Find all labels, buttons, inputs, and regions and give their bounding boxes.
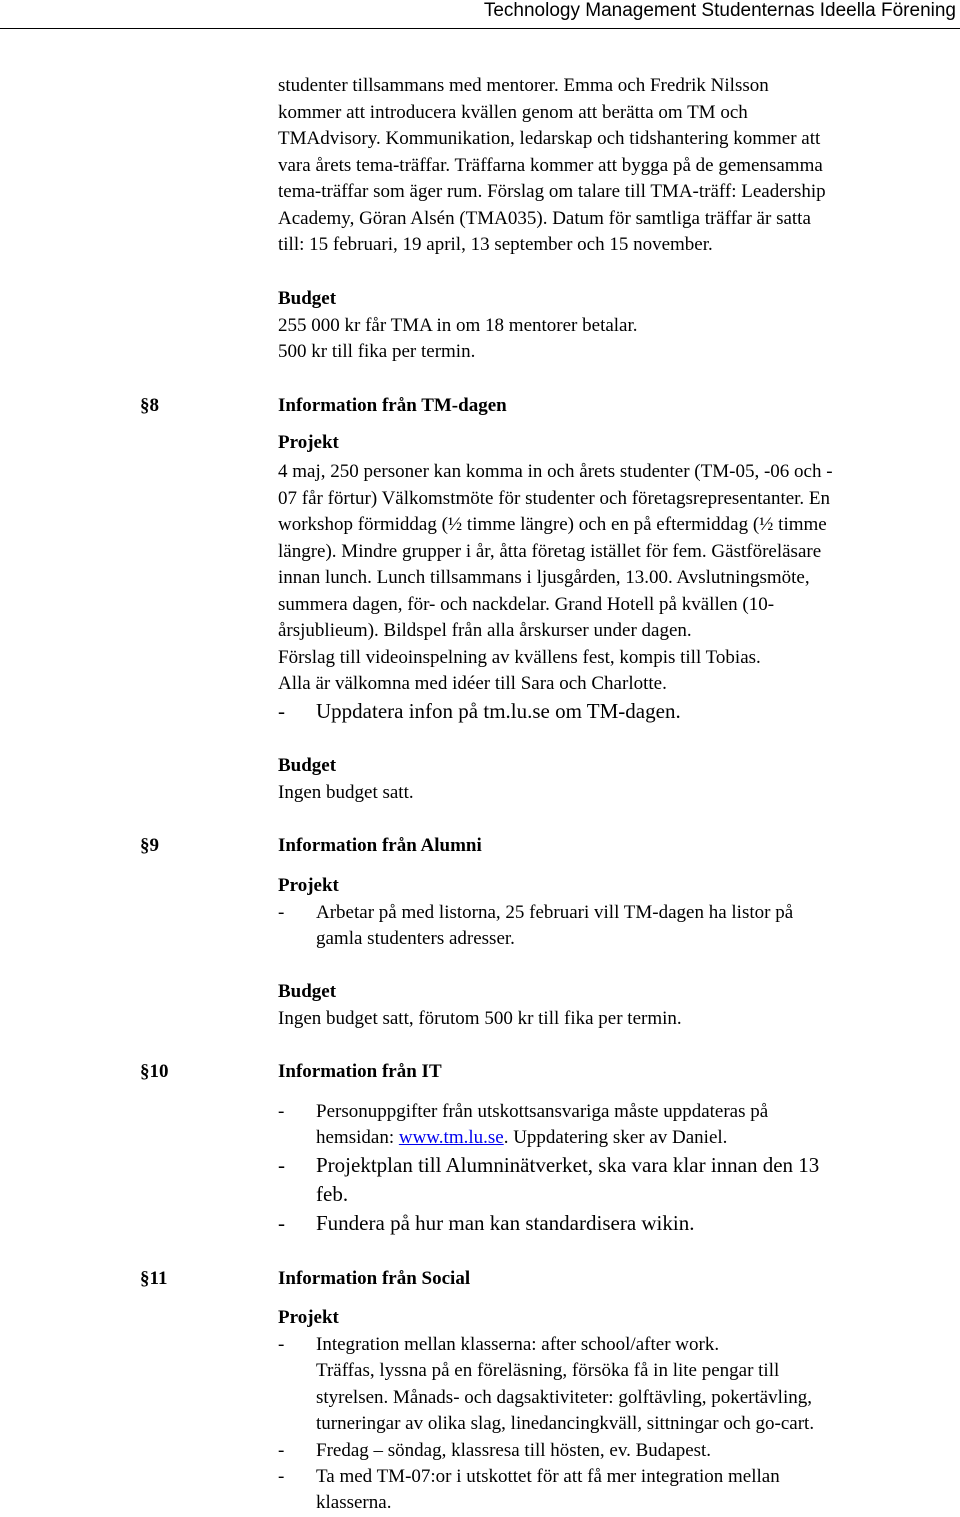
section-title: Information från IT bbox=[278, 1061, 442, 1082]
list-item-continuation: styrelsen. Månads- och dagsaktiviteter: golftävling, pokertävling, bbox=[316, 1387, 812, 1408]
list-dash: - bbox=[278, 1440, 285, 1461]
projekt-heading: Projekt bbox=[278, 875, 339, 896]
section-number: §11 bbox=[140, 1268, 168, 1289]
paragraph-line: årsjublieum). Bildspel från alla årskurser under dagen. bbox=[278, 620, 692, 641]
budget-heading: Budget bbox=[278, 288, 337, 309]
list-item: Projektplan till Alumninätverket, ska vara klar innan den 13 bbox=[316, 1153, 820, 1177]
list-item-continuation: turneringar av olika slag, linedancingkväll, sittningar och go-cart. bbox=[316, 1413, 815, 1434]
list-item-continuation: gamla studenters adresser. bbox=[316, 928, 515, 949]
budget-line: 500 kr till fika per termin. bbox=[278, 341, 476, 362]
paragraph-line: 4 maj, 250 personer kan komma in och årets studenter (TM-05, -06 och - bbox=[278, 461, 833, 482]
list-dash: - bbox=[278, 1101, 285, 1122]
list-item-continuation: Träffas, lyssna på en föreläsning, försöka få in lite pengar till bbox=[316, 1360, 780, 1381]
paragraph-line: Förslag till videoinspelning av kvällens fest, kompis till Tobias. bbox=[278, 647, 761, 668]
projekt-heading: Projekt bbox=[278, 432, 339, 453]
section-title: Information från TM-dagen bbox=[278, 395, 507, 416]
link-suffix: . Uppdatering sker av Daniel. bbox=[503, 1127, 728, 1148]
list-dash: - bbox=[278, 902, 285, 923]
intro-line: tema-träffar som äger rum. Förslag om talare till TMA-träff: Leadership bbox=[278, 181, 826, 202]
list-dash: - bbox=[278, 1334, 285, 1355]
budget-heading: Budget bbox=[278, 755, 337, 776]
section-title: Information från Alumni bbox=[278, 835, 482, 856]
intro-line: studenter tillsammans med mentorer. Emma och Fredrik Nilsson bbox=[278, 75, 769, 96]
list-item: Integration mellan klasserna: after school/after work. bbox=[316, 1334, 720, 1355]
list-item: Arbetar på med listorna, 25 februari vill TM-dagen ha listor på bbox=[316, 902, 794, 923]
intro-line: till: 15 februari, 19 april, 13 september och 15 november. bbox=[278, 234, 713, 255]
paragraph-line: workshop förmiddag (½ timme längre) och en på eftermiddag (½ timme bbox=[278, 514, 827, 535]
paragraph-line: Alla är välkomna med idéer till Sara och Charlotte. bbox=[278, 673, 667, 694]
section-number: §9 bbox=[140, 835, 159, 856]
list-dash: - bbox=[278, 699, 285, 723]
budget-line: 255 000 kr får TMA in om 18 mentorer betalar. bbox=[278, 315, 638, 336]
list-dash: - bbox=[278, 1211, 285, 1235]
section-number: §10 bbox=[140, 1061, 169, 1082]
intro-line: TMAdvisory. Kommunikation, ledarskap och tidshantering kommer att bbox=[278, 128, 821, 149]
link-prefix: hemsidan: bbox=[316, 1127, 399, 1148]
website-link[interactable]: www.tm.lu.se bbox=[398, 1127, 504, 1148]
intro-line: vara årets tema-träffar. Träffarna kommer att bygga på de gemensamma bbox=[278, 155, 823, 176]
list-item-continuation: klasserna. bbox=[316, 1492, 392, 1513]
paragraph-line: innan lunch. Lunch tillsammans i ljusgården, 13.00. Avslutningsmöte, bbox=[278, 567, 810, 588]
list-item-continuation: feb. bbox=[316, 1182, 349, 1206]
list-dash: - bbox=[278, 1466, 285, 1487]
budget-line: Ingen budget satt. bbox=[278, 782, 414, 803]
list-item-continuation bbox=[316, 1125, 727, 1152]
projekt-heading: Projekt bbox=[278, 1307, 339, 1328]
list-item: Personuppgifter från utskottsansvariga måste uppdateras på bbox=[316, 1101, 769, 1122]
section-title: Information från Social bbox=[278, 1268, 471, 1289]
intro-line: Academy, Göran Alsén (TMA035). Datum för samtliga träffar är satta bbox=[278, 208, 811, 229]
paragraph-line: längre). Mindre grupper i år, åtta företag istället för fem. Gästföreläsare bbox=[278, 541, 822, 562]
running-header: Technology Management Studenternas Ideella Förening bbox=[483, 0, 956, 21]
list-item: Uppdatera infon på tm.lu.se om TM-dagen. bbox=[316, 699, 681, 723]
paragraph-line: summera dagen, för- och nackdelar. Grand Hotell på kvällen (10- bbox=[278, 594, 775, 615]
budget-heading: Budget bbox=[278, 981, 337, 1002]
paragraph-line: 07 får förtur) Välkomstmöte för studenter och företagsrepresentanter. En bbox=[278, 488, 831, 509]
header-rule bbox=[0, 28, 960, 29]
intro-line: kommer att introducera kvällen genom att berätta om TM och bbox=[278, 102, 748, 123]
list-dash: - bbox=[278, 1153, 285, 1177]
list-item: Fredag – söndag, klassresa till hösten, ev. Budapest. bbox=[316, 1440, 712, 1461]
budget-line: Ingen budget satt, förutom 500 kr till fika per termin. bbox=[278, 1008, 682, 1029]
section-number: §8 bbox=[140, 395, 159, 416]
list-item: Ta med TM-07:or i utskottet för att få mer integration mellan bbox=[316, 1466, 780, 1487]
list-item: Fundera på hur man kan standardisera wikin. bbox=[316, 1211, 695, 1235]
